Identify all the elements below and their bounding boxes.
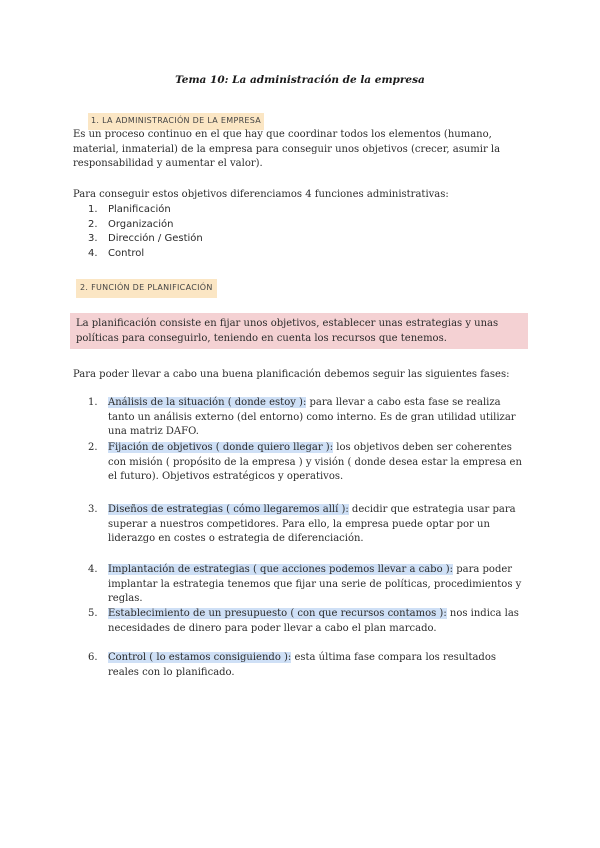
phases-list [88,396,528,681]
phase-term: Análisis de la situación ( donde estoy ): [108,397,307,408]
intro-paragraph: Es un proceso continuo en el que hay que coordinar todos los elementos (humano, material, inmaterial) de la empresa para conseguir unos objetivos (crecer, asumir la responsabilidad y aumentar el valor). [73,129,501,169]
list-item: 2. Organización [88,218,174,230]
section-heading-administracion: 1. LA ADMINISTRACIÓN DE LA EMPRESA [88,113,264,130]
phase-term: Diseños de estrategias ( cómo llegaremos allí ): [108,504,349,515]
definition-text: La planificación consiste en fijar unos objetivos, establecer unas estrategias y unas políticas para conseguirlo, teniendo en cuenta los recursos que tenemos. [76,318,499,344]
list-item: 1. Planificación [88,204,171,215]
list-item: 5. Establecimiento de un presupuesto ( con que recursos contamos ): nos indica las necesidades de dinero para poder llevar a cabo el plan marcado. [88,608,519,634]
list-item: 4. Control [88,248,145,260]
functions-intro: Para conseguir estos objetivos diferenciamos 4 funciones administrativas: [73,189,449,200]
list-item: 3. Dirección / Gestión [88,233,203,245]
list-item: 6. Control ( lo estamos consiguiendo ): esta última fase compara los resultados reales con lo planificado. [88,652,496,678]
list-item: 1. Análisis de la situación ( donde estoy ): para llevar a cabo esta fase se realiza tanto un análisis externo (del entorno) como interno. Es de gran utilidad utilizar una matriz DAFO. [88,397,516,437]
list-item: 3. Diseños de estrategias ( cómo llegaremos allí ): decidir que estrategia usar para superar a nuestros competidores. Para ello, la empresa puede optar por un liderazgo en costes o estrategia de diferenciación. [88,504,516,544]
list-item: 2. Fijación de objetivos ( donde quiero llegar ): los objetivos deben ser coherentes con misión ( propósito de la empresa ) y visión ( donde desea estar la empresa en el futuro). Objetivos estratégicos y operativos. [88,442,522,482]
definition-callout [70,313,528,349]
functions-list [88,203,203,262]
document-title: Tema 10: La administración de la empresa [175,74,425,86]
phase-term: Fijación de objetivos ( donde quiero llegar ): [108,442,334,453]
phases-intro: Para poder llevar a cabo una buena planificación debemos seguir las siguientes fases: [73,369,510,380]
list-item: 4. Implantación de estrategias ( que acciones podemos llevar a cabo ): para poder implantar la estrategia tenemos que fijar una serie de políticas, procedimientos y reglas. [88,564,522,604]
phase-term: Establecimiento de un presupuesto ( con que recursos contamos ): [108,608,447,619]
section-heading-planificacion: 2. FUNCIÓN DE PLANIFICACIÓN [76,279,217,298]
phase-term: Control ( lo estamos consiguiendo ): [108,652,292,663]
phase-term: Implantación de estrategias ( que acciones podemos llevar a cabo ): [108,564,454,575]
